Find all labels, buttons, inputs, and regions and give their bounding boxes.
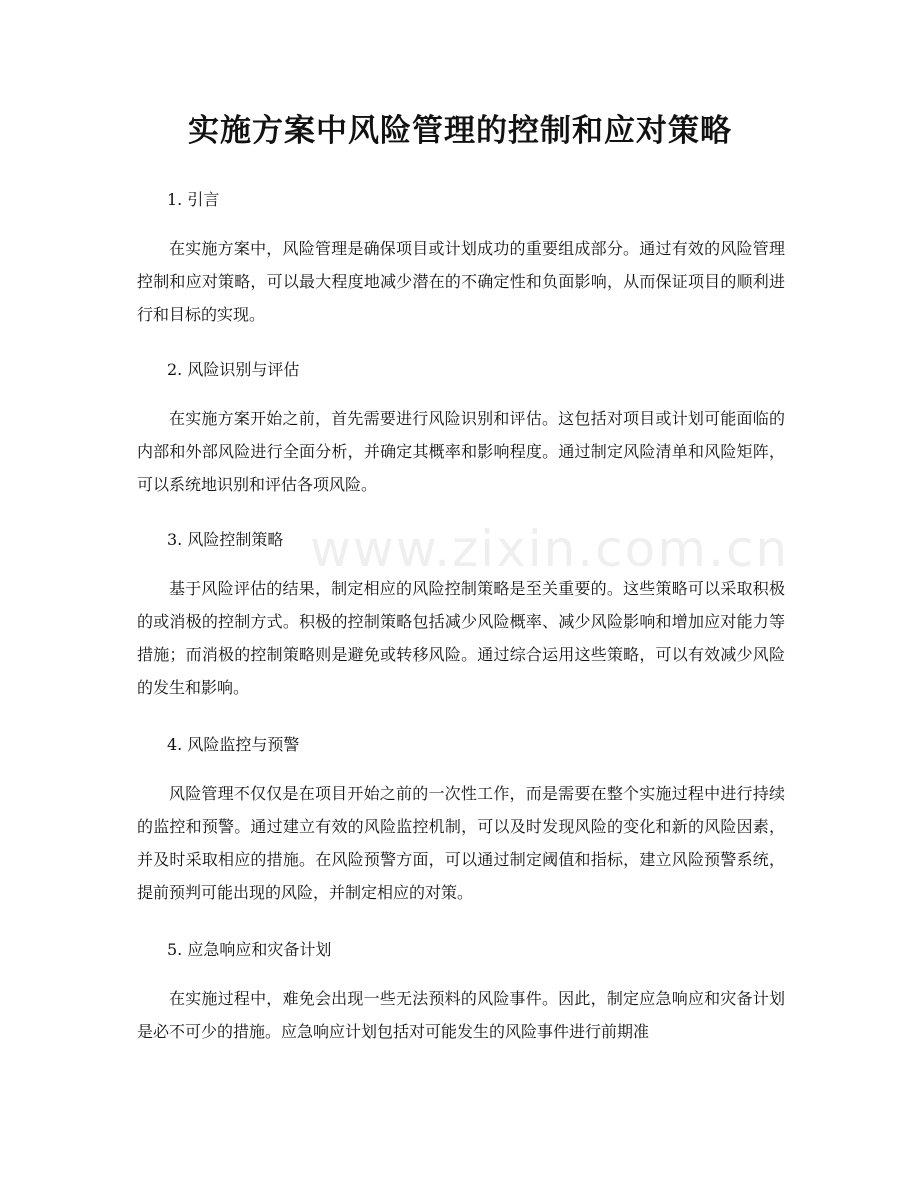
section-body-identification: 在实施方案开始之前，首先需要进行风险识别和评估。这包括对项目或计划可能面临的内部和外部风险进行全面分析，并确定其概率和影响程度。通过制定风险清单和风险矩阵，可以系统地识别和评估各项风险。 — [137, 409, 785, 494]
section-body-intro: 在实施方案中，风险管理是确保项目或计划成功的重要组成部分。通过有效的风险管理控制和应对策略，可以最大程度地减少潜在的不确定性和负面影响，从而保证项目的顺利进行和目标的实现。 — [137, 239, 785, 324]
section-heading-emergency: 5. 应急响应和灾备计划 — [167, 940, 332, 959]
section-heading-monitoring: 4. 风险监控与预警 — [167, 735, 300, 754]
section-body-monitoring: 风险管理不仅仅是在项目开始之前的一次性工作，而是需要在整个实施过程中进行持续的监控和预警。通过建立有效的风险监控机制，可以及时发现风险的变化和新的风险因素，并及时采取相应的措施。在风险预警方面，可以通过制定阈值和指标，建立风险预警系统，提前预判可能出现的风险，并制定相应的对策。 — [137, 784, 785, 902]
section-heading-control: 3. 风险控制策略 — [167, 530, 284, 549]
section-heading-identification: 2. 风险识别与评估 — [167, 360, 300, 379]
section-body-emergency: 在实施过程中，难免会出现一些无法预料的风险事件。因此，制定应急响应和灾备计划是必不可少的措施。应急响应计划包括对可能发生的风险事件进行前期准 — [137, 989, 785, 1041]
watermark: www.zixin.com.cn — [310, 520, 790, 578]
section-heading-intro: 1. 引言 — [167, 190, 220, 209]
section-body-control: 基于风险评估的结果，制定相应的风险控制策略是至关重要的。这些策略可以采取积极的或消极的控制方式。积极的控制策略包括减少风险概率、减少风险影响和增加应对能力等措施；而消极的控制策略则是避免或转移风险。通过综合运用这些策略，可以有效减少风险的发生和影响。 — [137, 579, 785, 697]
page-title: 实施方案中风险管理的控制和应对策略 — [188, 113, 732, 149]
